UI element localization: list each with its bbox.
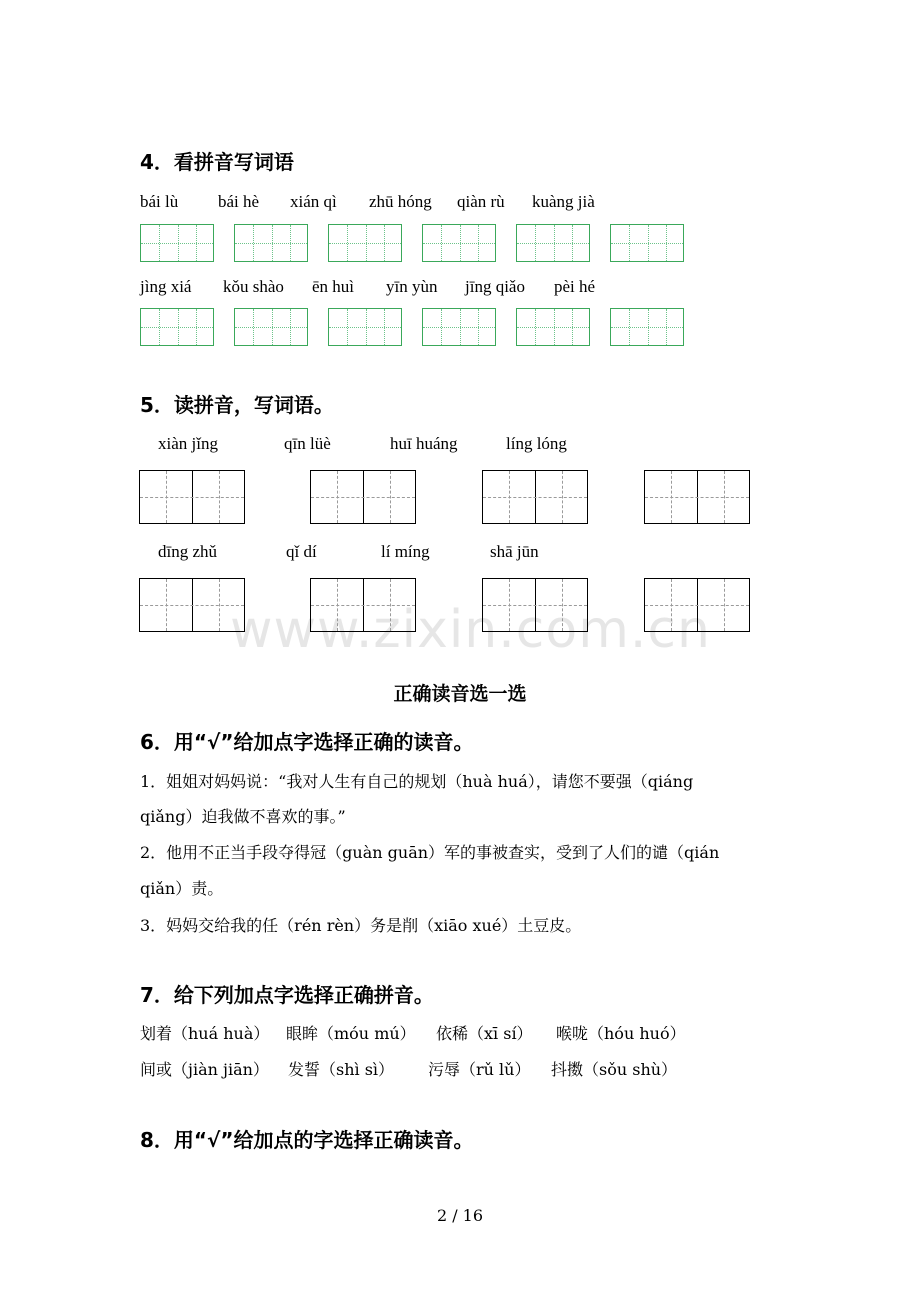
q7-item: 眼眸（móu mú） (286, 1024, 416, 1043)
q7-item: 发誓（shì sì） (288, 1060, 395, 1079)
section-title: 正确读音选一选 (393, 683, 527, 705)
writing-box[interactable] (422, 308, 496, 346)
writing-box[interactable] (310, 578, 416, 632)
q6-line: 3．妈妈交给我的任（rén rèn）务是削（xiāo xué）土豆皮。 (140, 916, 582, 935)
page-number: 2 / 16 (436, 1206, 484, 1225)
q4-pinyin: kuàng jià (532, 192, 595, 211)
q4-pinyin: xián qì (290, 192, 337, 211)
watermark: www.zixin.com.cn (230, 600, 711, 660)
q7-item: 依稀（xī sí） (436, 1024, 533, 1043)
q5-pinyin: líng lóng (506, 434, 567, 453)
q5-pinyin: qīn lüè (284, 434, 331, 453)
q5-pinyin: lí míng (381, 542, 430, 561)
q7-item: 间或（jiàn jiān） (140, 1060, 269, 1079)
q4-pinyin: bái hè (218, 192, 260, 211)
q6-title: 6．用“√”给加点字选择正确的读音。 (140, 730, 474, 754)
q4-pinyin: qiàn rù (457, 192, 505, 211)
q4-pinyin: ēn huì (312, 277, 355, 296)
writing-box[interactable] (482, 470, 588, 524)
q7-item: 划着（huá huà） (140, 1024, 270, 1043)
q6-line: qiǎng）迫我做不喜欢的事。” (140, 807, 346, 826)
q5-pinyin: huī huáng (390, 434, 458, 453)
q5-pinyin: shā jūn (490, 542, 539, 561)
writing-box[interactable] (644, 470, 750, 524)
q4-pinyin: pèi hé (554, 277, 596, 296)
writing-box[interactable] (234, 224, 308, 262)
writing-box[interactable] (482, 578, 588, 632)
writing-box[interactable] (140, 308, 214, 346)
writing-box[interactable] (310, 470, 416, 524)
q7-item: 喉咙（hóu huó） (556, 1024, 686, 1043)
q6-line: 2．他用不正当手段夺得冠（guàn guān）军的事被查实，受到了人们的谴（qián (140, 843, 720, 862)
q8-title: 8．用“√”给加点的字选择正确读音。 (140, 1128, 474, 1152)
q7-title: 7．给下列加点字选择正确拼音。 (140, 983, 434, 1007)
q4-pinyin: jìng xiá (140, 277, 192, 296)
q7-item: 污辱（rǔ lǔ） (428, 1060, 531, 1079)
q5-pinyin: qǐ dí (286, 542, 317, 561)
q6-line: 1．姐姐对妈妈说：“我对人生有自己的规划（huà huá），请您不要强（qiáng (140, 772, 694, 791)
q5-pinyin: xiàn jǐng (158, 434, 218, 453)
q4-pinyin: zhū hóng (369, 192, 432, 211)
q6-line: qiǎn）责。 (140, 879, 224, 898)
writing-box[interactable] (610, 224, 684, 262)
writing-box[interactable] (644, 578, 750, 632)
q4-pinyin: bái lù (140, 192, 179, 211)
q4-pinyin: jīng qiǎo (465, 277, 525, 296)
q5-title: 5．读拼音，写词语。 (140, 393, 334, 417)
writing-box[interactable] (516, 308, 590, 346)
writing-box[interactable] (139, 578, 245, 632)
q5-pinyin: dīng zhǔ (158, 542, 218, 561)
writing-box[interactable] (139, 470, 245, 524)
writing-box[interactable] (234, 308, 308, 346)
writing-box[interactable] (610, 308, 684, 346)
writing-box[interactable] (140, 224, 214, 262)
q4-title: 4．看拼音写词语 (140, 150, 294, 174)
q4-pinyin: kǒu shào (223, 277, 284, 296)
writing-box[interactable] (516, 224, 590, 262)
writing-box[interactable] (328, 224, 402, 262)
writing-box[interactable] (328, 308, 402, 346)
q4-pinyin: yīn yùn (386, 277, 438, 296)
q7-item: 抖擞（sǒu shù） (551, 1060, 678, 1079)
writing-box[interactable] (422, 224, 496, 262)
